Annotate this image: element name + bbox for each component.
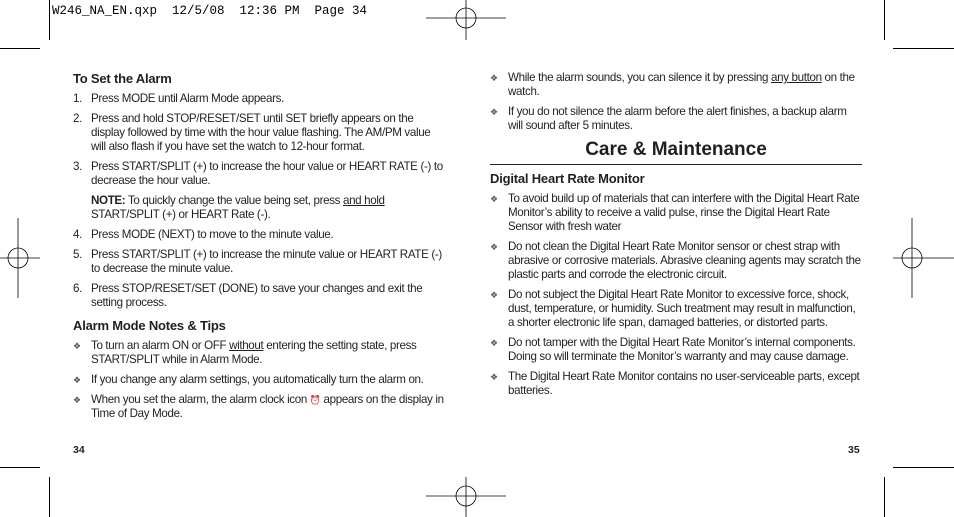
list-item: [73, 112, 445, 154]
list-item: [73, 160, 445, 188]
bullet-item: [490, 288, 862, 330]
bullet-icon: ❖: [490, 107, 498, 117]
step-number: 1.: [73, 92, 82, 105]
bullet-text: Do not clean the Digital Heart Rate Monitor sensor or chest strap with abrasive or corrosive materials. Abrasive cleaning agents may scratch the plastic parts and corrode the electronic circuit.: [508, 240, 861, 281]
bullet-text: Do not tamper with the Digital Heart Rate Monitor’s internal components. Doing so will terminate the Monitor’s warranty and may cause damage.: [508, 336, 856, 363]
divider: [490, 164, 862, 165]
bullet-text: Do not subject the Digital Heart Rate Monitor to excessive force, shock, dust, temperature, or humidity. Such treatment may result in malfunction, a shorter electronic life span, damaged batteries, or distorted parts.: [508, 288, 856, 329]
crop-mark: [884, 0, 885, 40]
page-number: 34: [73, 444, 85, 456]
crop-mark: [893, 467, 954, 468]
bullet-item: [490, 192, 862, 234]
step-number: 5.: [73, 248, 82, 261]
bullet-icon: ❖: [490, 372, 498, 382]
bullet-icon: ❖: [490, 338, 498, 348]
list-item: [73, 248, 445, 276]
bullet-icon: ❖: [73, 395, 81, 405]
note-text: START/SPLIT (+) or HEART Rate (-).: [91, 208, 271, 221]
bullet-icon: ❖: [73, 341, 81, 351]
note: [91, 194, 445, 222]
registration-mark-icon: [426, 477, 506, 517]
step-number: 6.: [73, 282, 82, 295]
bullet-item: [490, 105, 862, 133]
bullet-icon: ❖: [490, 194, 498, 204]
page-title: Care & Maintenance: [585, 139, 767, 160]
step-text: Press MODE until Alarm Mode appears.: [91, 92, 284, 105]
crop-mark: [884, 477, 885, 517]
bullet-item: [490, 336, 862, 364]
note-text: To quickly change the value being set, press: [125, 194, 343, 207]
crop-mark: [0, 467, 40, 468]
note-label: NOTE:: [91, 194, 126, 207]
bullet-icon: ❖: [490, 242, 498, 252]
page-number: 35: [848, 444, 860, 456]
step-text: Press START/SPLIT (+) to increase the minute value or HEART RATE (-) to decrease the minute value.: [91, 248, 442, 275]
bullet-item: [490, 370, 862, 398]
bullet-text: The Digital Heart Rate Monitor contains no user-serviceable parts, except batteries.: [508, 370, 860, 397]
bullet-item: [490, 240, 862, 282]
list-item: [73, 282, 445, 310]
bullet-text: If you change any alarm settings, you automatically turn the alarm on.: [91, 373, 424, 386]
bullet-icon: ❖: [490, 290, 498, 300]
step-text: Press MODE (NEXT) to move to the minute value.: [91, 228, 334, 241]
registration-mark-icon: [0, 218, 40, 298]
step-number: 4.: [73, 228, 82, 241]
bullet-text: To turn an alarm ON or OFF without entering the setting state, press START/SPLIT while in Alarm Mode.: [91, 339, 417, 366]
bullet-item: [73, 373, 445, 387]
right-column: [490, 71, 862, 404]
step-text: Press and hold STOP/RESET/SET until SET briefly appears on the display followed by time with the hour value flashing. The AM/PM value will also flash if you have set the watch to 12-hour format.: [91, 112, 431, 153]
left-column: [73, 71, 445, 427]
registration-mark-icon: [426, 0, 506, 40]
list-item: [73, 92, 445, 106]
bullet-text: If you do not silence the alarm before the alert finishes, a backup alarm will sound after 5 minutes.: [508, 105, 847, 132]
step-text: Press START/SPLIT (+) to increase the hour value or HEART RATE (-) to decrease the hour value.: [91, 160, 443, 187]
crop-mark: [893, 48, 954, 49]
bullet-text: While the alarm sounds, you can silence it by pressing any button on the watch.: [508, 71, 855, 98]
step-number: 2.: [73, 112, 82, 125]
crop-mark: [49, 477, 50, 517]
step-number: 3.: [73, 160, 82, 173]
print-slug: W246_NA_EN.qxp 12/5/08 12:36 PM Page 34: [52, 4, 368, 18]
alarm-clock-icon: ⏰: [309, 395, 321, 405]
crop-mark: [49, 0, 50, 40]
bullet-icon: ❖: [490, 73, 498, 83]
bullet-item: [73, 393, 445, 421]
list-item: [73, 228, 445, 242]
section-heading: To Set the Alarm: [73, 71, 172, 86]
section-heading: Alarm Mode Notes & Tips: [73, 318, 226, 333]
bullet-text: To avoid build up of materials that can interfere with the Digital Heart Rate Monitor’s ability to receive a valid pulse, rinse the Digital Heart Rate Sensor with fresh water: [508, 192, 860, 233]
bullet-item: [73, 339, 445, 367]
step-text: Press STOP/RESET/SET (DONE) to save your changes and exit the setting process.: [91, 282, 423, 309]
note-emphasis: and hold: [342, 194, 385, 207]
registration-mark-icon: [893, 218, 954, 298]
bullet-item: [490, 71, 862, 99]
crop-mark: [0, 48, 40, 49]
bullet-icon: ❖: [73, 375, 81, 385]
bullet-text: When you set the alarm, the alarm clock icon ⏰ appears on the display in Time of Day Mode.: [91, 393, 444, 420]
section-heading: Digital Heart Rate Monitor: [490, 171, 645, 186]
